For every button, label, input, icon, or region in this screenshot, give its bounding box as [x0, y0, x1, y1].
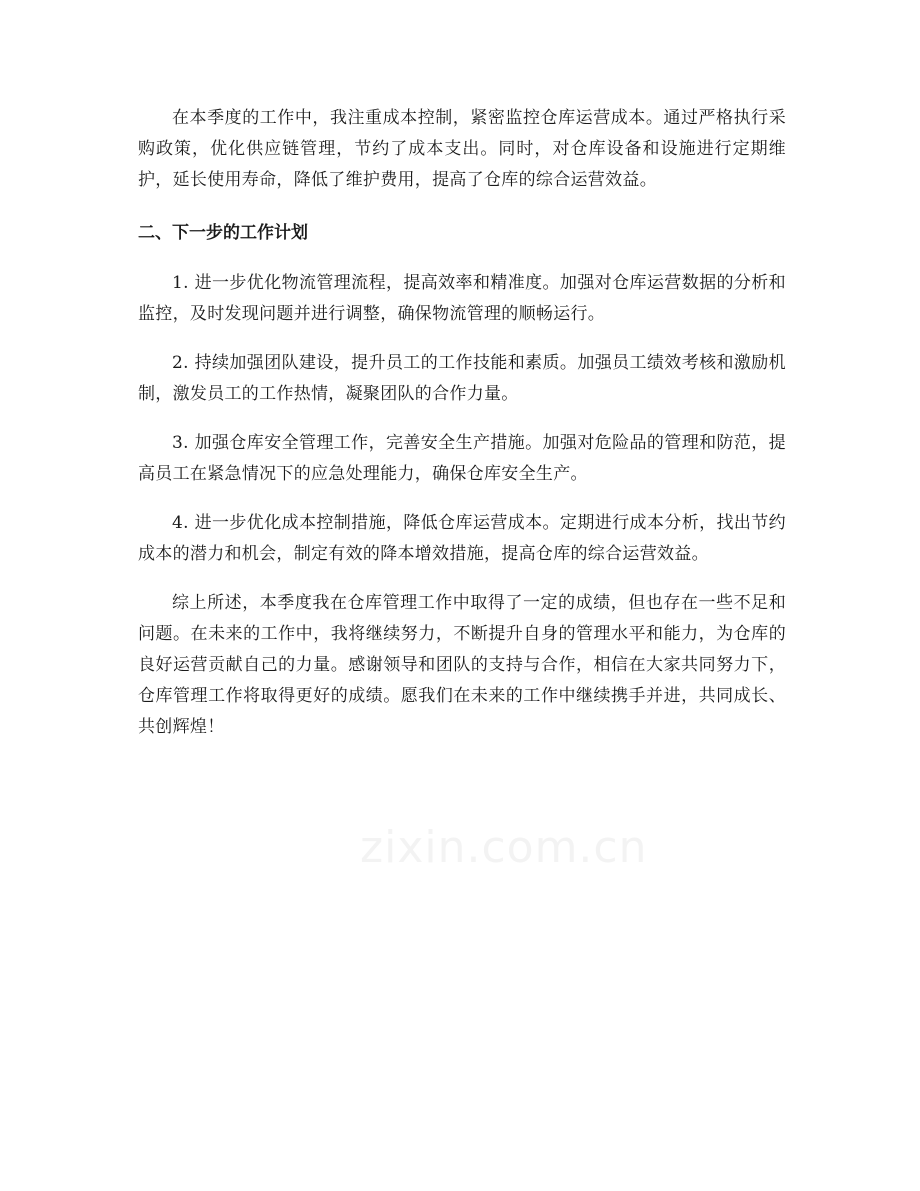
watermark: zixin.com.cn — [360, 822, 648, 873]
plan-item-4: 4. 进一步优化成本控制措施，降低仓库运营成本。定期进行成本分析，找出节约成本的潜力和机会，制定有效的降本增效措施，提高仓库的综合运营效益。 — [138, 513, 786, 564]
plan-item-3: 3. 加强仓库安全管理工作，完善安全生产措施。加强对危险品的管理和防范，提高员工在紧急情况下的应急处理能力，确保仓库安全生产。 — [138, 433, 786, 484]
plan-item-2: 2. 持续加强团队建设，提升员工的工作技能和素质。加强员工绩效考核和激励机制，激发员工的工作热情，凝聚团队的合作力量。 — [138, 353, 786, 404]
plan-item-1: 1. 进一步优化物流管理流程，提高效率和精准度。加强对仓库运营数据的分析和监控，及时发现问题并进行调整，确保物流管理的顺畅运行。 — [138, 273, 786, 324]
document-page — [138, 103, 786, 761]
intro-paragraph: 在本季度的工作中，我注重成本控制，紧密监控仓库运营成本。通过严格执行采购政策，优化供应链管理，节约了成本支出。同时，对仓库设备和设施进行定期维护，延长使用寿命，降低了维护费用，提高了仓库的综合运营效益。 — [138, 108, 786, 190]
section-heading: 二、下一步的工作计划 — [138, 223, 308, 243]
conclusion-paragraph: 综上所述，本季度我在仓库管理工作中取得了一定的成绩，但也存在一些不足和问题。在未来的工作中，我将继续努力，不断提升自身的管理水平和能力，为仓库的良好运营贡献自己的力量。感谢领导和团队的支持与合作，相信在大家共同努力下，仓库管理工作将取得更好的成绩。愿我们在未来的工作中继续携手并进，共同成长、共创辉煌！ — [138, 593, 786, 737]
